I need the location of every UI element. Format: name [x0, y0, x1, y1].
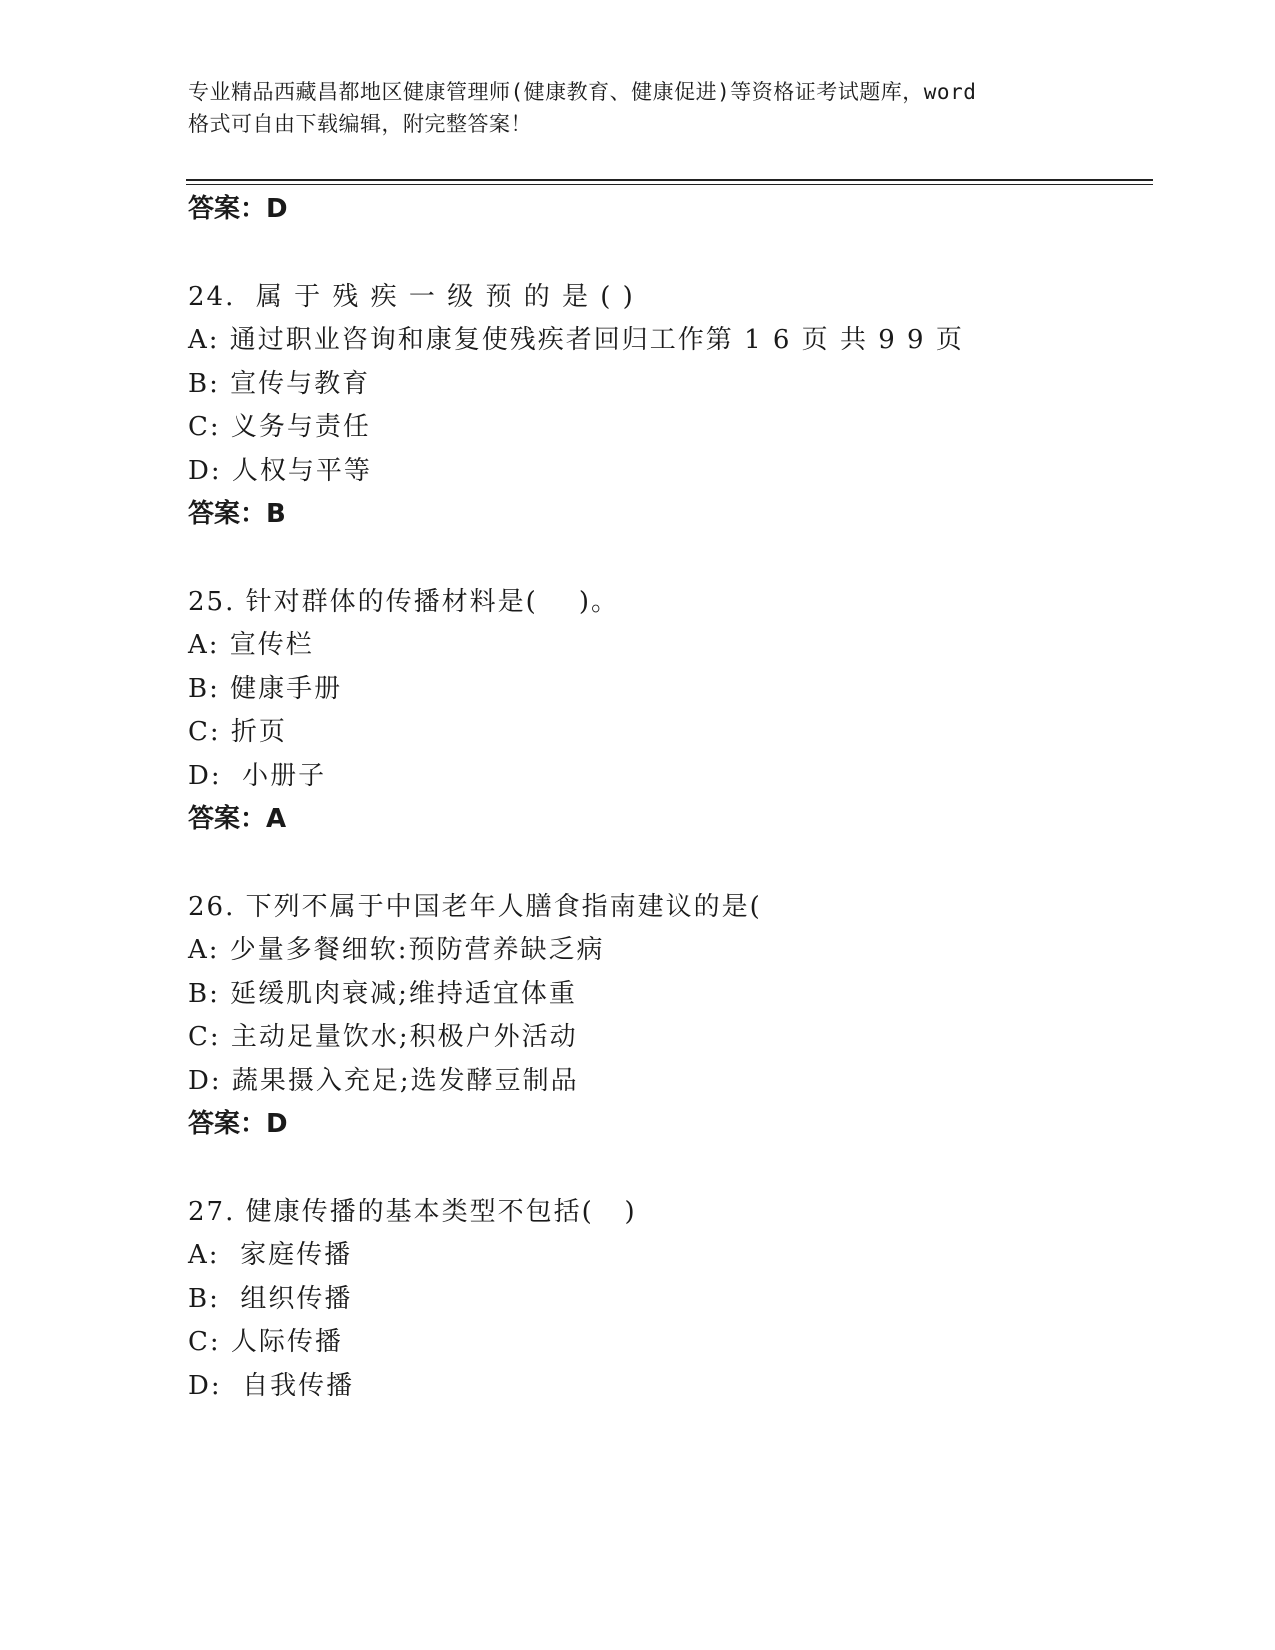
question-24-answer: 答案：B	[188, 499, 286, 529]
question-24-stem: 24. 属 于 残 疾 一 级 预 的 是 ( )	[188, 282, 635, 312]
question-26-option-d: D: 蔬果摄入充足;选发酵豆制品	[188, 1066, 579, 1096]
question-26-answer: 答案：D	[188, 1109, 288, 1139]
header-divider-thin	[186, 184, 1153, 185]
question-25-answer: 答案：A	[188, 804, 287, 834]
question-24-option-a: A: 通过职业咨询和康复使残疾者回归工作第 1 6 页 共 9 9 页	[188, 325, 964, 355]
question-25-option-b: B: 健康手册	[188, 674, 343, 704]
question-26-option-b: B: 延缓肌肉衰减;维持适宜体重	[188, 979, 577, 1009]
question-27-option-a: A: 家庭传播	[188, 1240, 353, 1270]
question-26-stem: 26. 下列不属于中国老年人膳食指南建议的是(	[188, 892, 762, 922]
header-line-1: 专业精品西藏昌都地区健康管理师(健康教育、健康促进)等资格证考试题库，word	[188, 80, 977, 104]
question-25-option-d: D: 小册子	[188, 761, 327, 791]
question-26-option-c: C: 主动足量饮水;积极户外活动	[188, 1022, 578, 1052]
question-27-option-c: C: 人际传播	[188, 1327, 343, 1357]
question-25-stem: 25. 针对群体的传播材料是( )。	[188, 587, 619, 617]
document-header	[188, 76, 1088, 140]
header-divider	[186, 179, 1153, 181]
question-24-option-c: C: 义务与责任	[188, 412, 371, 442]
header-line-2: 格式可自由下载编辑，附完整答案！	[188, 112, 532, 136]
question-27-option-d: D: 自我传播	[188, 1371, 355, 1401]
question-25-option-c: C: 折页	[188, 717, 287, 747]
question-27-option-b: B: 组织传播	[188, 1284, 353, 1314]
question-24-option-b: B: 宣传与教育	[188, 369, 371, 399]
question-26-option-a: A: 少量多餐细软:预防营养缺乏病	[188, 935, 605, 965]
prev-answer: 答案：D	[188, 194, 288, 224]
question-25-option-a: A: 宣传栏	[188, 630, 314, 660]
question-24-option-d: D: 人权与平等	[188, 456, 372, 486]
question-27-stem: 27. 健康传播的基本类型不包括( )	[188, 1197, 637, 1227]
